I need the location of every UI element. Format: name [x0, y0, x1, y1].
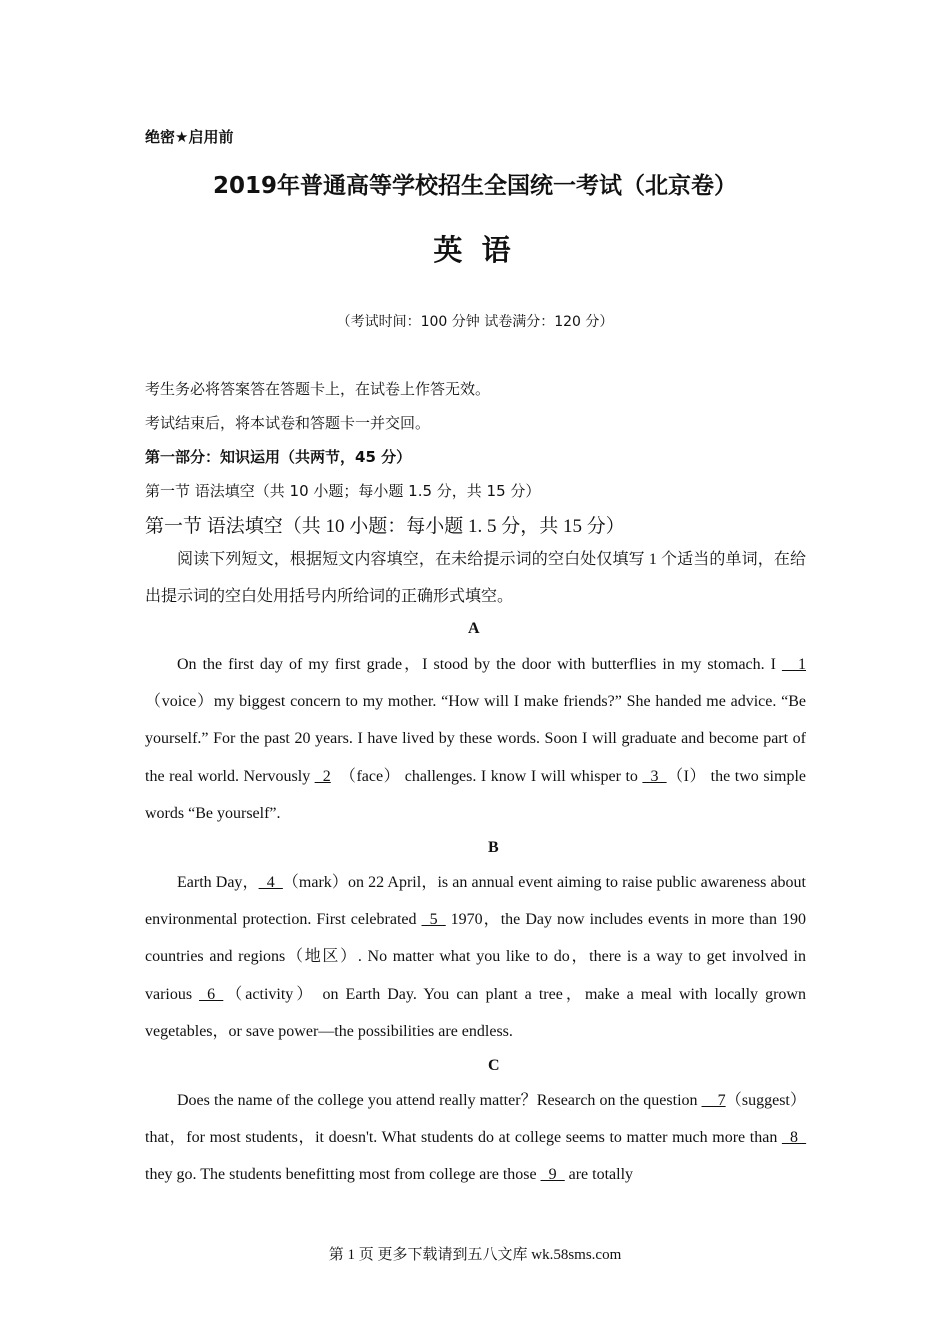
passage-text: Earth Day，	[177, 874, 259, 891]
passage-a-heading: A	[468, 620, 480, 637]
confidential-label: 绝密★启用前	[145, 128, 234, 146]
blank-3: _3_	[642, 767, 667, 785]
passage-text: 1970，the Day now includes events in more than 190 countries and regions（地区）. No matter what you like to do，there is a way to get involved in various	[145, 911, 806, 1003]
blank-5: _5_	[421, 911, 446, 929]
blank-8: _8_	[782, 1129, 806, 1147]
passage-c-heading: C	[488, 1057, 500, 1074]
passage-b	[145, 864, 806, 1050]
blank-9: _9_	[540, 1166, 565, 1184]
part-title: 第一部分：知识运用（共两节，45 分）	[145, 448, 412, 466]
passage-text: （face） challenges. I know I will whisper to	[330, 767, 643, 785]
page-footer: 第 1 页 更多下载请到五八文库 wk.58sms.com	[328, 1247, 622, 1263]
subject-title: 英 语	[433, 235, 517, 267]
blank-7: __7	[701, 1092, 726, 1109]
passage-text: （suggest）that，for most students，it doesn't. What students do at college seems to matter much more than	[145, 1092, 806, 1147]
passage-text: On the first day of my first grade，I stood by the door with butterflies in my stomach. I	[177, 656, 782, 673]
blank-4: _4_	[258, 874, 283, 891]
passage-text: Does the name of the college you attend really matter？Research on the question	[177, 1092, 702, 1109]
blank-6: _6_	[199, 985, 224, 1003]
blank-2: _2	[314, 767, 331, 785]
instruction-line-2: 考试结束后，将本试卷和答题卡一并交回。	[145, 416, 431, 432]
exam-title: 2019年普通高等学校招生全国统一考试（北京卷）	[212, 173, 737, 199]
section-title-small: 第一节 语法填空（共 10 小题；每小题 1.5 分，共 15 分）	[145, 482, 541, 500]
section-title-large: 第一节 语法填空（共 10 小题：每小题 1. 5 分，共 15 分）	[145, 516, 625, 537]
passage-text: are totally	[564, 1166, 634, 1184]
passage-c	[145, 1082, 806, 1194]
exam-info: （考试时间：100 分钟 试卷满分：120 分）	[336, 314, 614, 330]
passage-text: （activity） on Earth Day. You can plant a tree，make a meal with locally grown vegetables，or save power—the possibilities are endless.	[145, 985, 806, 1040]
instruction-line-1: 考生务必将答案答在答题卡上，在试卷上作答无效。	[145, 382, 491, 398]
passage-text: they go. The students benefitting most from college are those	[145, 1166, 541, 1184]
passage-text: （voice）my biggest concern to my mother. “How will I make friends?” She handed me advice. “Be yourself.” For the past 20 years. I have lived by these words. Soon I will graduate and become part of the real world. Nervously	[145, 693, 806, 785]
passage-b-heading: B	[488, 839, 499, 856]
passage-text: （mark）on 22 April，is an annual event aiming to raise public awareness about environmental protection. First celebrated	[145, 874, 806, 929]
passage-a	[145, 646, 806, 832]
blank-1: __1	[782, 656, 806, 673]
passage-text: （I） the two simple words “Be yourself”.	[145, 767, 806, 822]
directions-text: 阅读下列短文，根据短文内容填空，在未给提示词的空白处仅填写 1 个适当的单词，在给出提示词的空白处用括号内所给词的正确形式填空。	[145, 551, 806, 606]
